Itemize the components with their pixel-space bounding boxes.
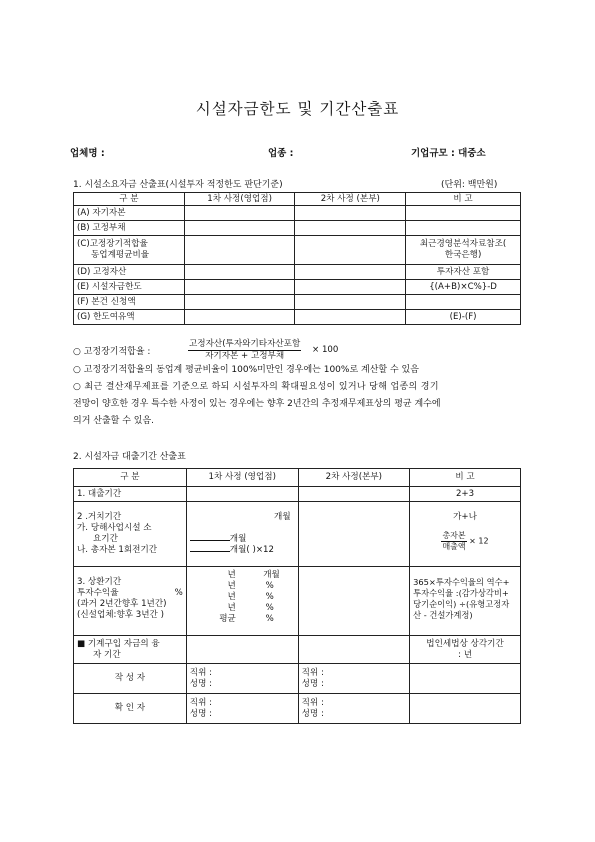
repay-label-3: (과거 2년간향후 1년간) [77,599,167,609]
note-cell [406,221,521,236]
position-field: 직위 : [189,667,213,678]
repay-line: 년 % [227,581,274,591]
note-line1: 최근경영분석자료참조( [419,239,507,249]
repay-label-4: (신설업체:향후 3년간 ) [77,610,164,620]
table-row-machine-purchase [74,636,521,664]
grace-fraction [413,531,517,552]
table-row [74,221,521,236]
section1-heading: 1. 시설소요자금 산출표(시설투자 적정한도 판단기준) [73,180,283,190]
name-field: 성명 : [301,708,324,719]
second-review-cell[interactable] [298,487,409,502]
row-label: (F) 본건 신청액 [74,295,185,310]
note-line: ○ 고정장기적합율의 동업계 평균비율이 100%미만인 경우에는 100%로 계산할 수 있음 [73,365,419,375]
note-cell: 2+3 [410,487,521,502]
repay-line: 평균 % [219,614,274,624]
table-row-grace-period [74,502,521,567]
note-cell: {(A+B)×C%}-D [406,280,521,295]
row-label: (D) 고정자산 [74,265,185,280]
second-review-cell[interactable] [295,206,406,221]
col-header: 구 분 [74,193,185,206]
note-line: 전망이 양호한 경우 특수한 사정이 있는 경우에는 향후 2년간의 추정재무제표상의 평균 계수에 [73,399,441,409]
formula-frac [188,339,301,362]
table-row [74,236,521,265]
first-review-cell[interactable] [184,236,295,265]
row-label [74,636,187,664]
second-review-cell[interactable] [295,236,406,265]
row-label: (E) 시설자금한도 [74,280,185,295]
first-review-cell[interactable] [184,310,295,325]
row-label: (A) 자기자본 [74,206,185,221]
second-review-cell[interactable] [295,221,406,236]
grace-label-2: 가. 당해사업시설 소 [77,523,152,533]
table-row-loan-period [74,487,521,502]
note-cell: 투자자산 포함 [406,265,521,280]
note-cell [406,236,521,265]
confirmer-note-cell [410,694,521,724]
unit-label: (단위: 백만원) [441,180,498,190]
table-header-row [74,193,521,206]
row-label: (G) 한도여유액 [74,310,185,325]
facility-fund-table [73,192,521,325]
writer-second-cell[interactable] [298,664,409,694]
table-row [74,265,521,280]
grace-unit: 개월 [274,512,291,522]
table-row-repayment [74,567,521,636]
grace-frac-num: 총자본 [442,531,466,540]
first-review-cell[interactable] [186,567,298,636]
second-review-cell[interactable] [295,280,406,295]
note-cell [406,295,521,310]
name-field: 성명 : [301,678,324,689]
company-size-label: 기업규모 : 대중소 [411,148,486,159]
page-title: 시설자금한도 및 기간산출표 [195,100,400,118]
second-review-cell[interactable] [298,636,409,664]
first-review-cell[interactable] [184,221,295,236]
company-name-label: 업체명 : [70,148,105,159]
position-field: 직위 : [301,697,324,708]
grace-label-1: 2 .거치기간 [77,512,122,522]
machine-note-2: : 년 [458,649,472,660]
table-row [74,280,521,295]
repay-note-3: 당기순이익) ÷(유형고정자 [413,599,510,609]
col-header: 1차 사정(영업점) [184,193,295,206]
repay-note-2: 투자수익율 :(감가상각비+ [413,588,509,598]
formula-denominator: 자기자본 + 고정부채 [205,351,285,361]
first-review-cell[interactable] [184,206,295,221]
second-review-cell[interactable] [298,567,409,636]
col-header: 2차 사정(본부) [298,469,409,487]
writer-label: 작 성 자 [74,664,187,694]
repay-note-1: 365×투자수익율의 역수+ [413,577,510,587]
name-field: 성명 : [189,678,213,689]
row-label [74,502,187,567]
note-cell: (E)-(F) [406,310,521,325]
machine-note-1: 법인세법상 상각기간 [426,638,504,649]
first-review-cell[interactable] [184,280,295,295]
confirmer-second-cell[interactable] [298,694,409,724]
col-header: 2차 사정 (본부) [295,193,406,206]
repay-line: 년 개월 [227,570,280,580]
first-review-cell[interactable] [184,295,295,310]
note-cell [406,206,521,221]
confirmer-label: 확 인 자 [74,694,187,724]
loan-period-table [73,468,521,724]
second-review-cell[interactable] [295,310,406,325]
industry-label: 업종 : [268,148,294,159]
grace-value-2: 개월( )×12 [190,545,295,556]
first-review-cell[interactable] [186,636,298,664]
row-label [74,567,187,636]
row-label-line2: 동업계평균비율 [91,250,150,260]
col-header: 구 분 [74,469,187,487]
section2-heading: 2. 시설자금 대출기간 산출표 [73,452,186,462]
repay-note-4: 산 - 건설가계정) [413,610,473,620]
grace-value-1: 개월 [190,534,295,545]
position-field: 직위 : [301,667,324,678]
table-row [74,310,521,325]
grace-frac-mult: × 12 [469,536,489,546]
writer-first-cell[interactable] [186,664,298,694]
grace-frac-den: 매출액 [442,542,466,551]
machine-label-2: 자 기간 [93,649,121,660]
col-header: 1차 사정 (영업점) [186,469,298,487]
grace-frac [441,531,466,552]
repay-label-1: 3. 상환기간 [77,577,122,587]
table-row-writer [74,664,521,694]
formula-multiplier: × 100 [312,345,339,355]
table-row [74,295,521,310]
row-label: 1. 대출기간 [74,487,187,502]
formula-numerator: 고정자산(투자와기타자산포함 [189,339,301,349]
row-label [74,236,185,265]
confirmer-first-cell[interactable] [186,694,298,724]
note-line2: 한국은행) [444,250,482,260]
repay-line: 년 % [227,603,274,613]
table-row-confirmer [74,694,521,724]
machine-label-1: ■ 기계구입 자금의 융 [77,638,160,649]
first-review-cell[interactable] [186,487,298,502]
position-field: 직위 : [189,697,213,708]
note-cell [410,502,521,567]
col-header: 비 고 [410,469,521,487]
col-header: 비 고 [406,193,521,206]
repay-label-2: 투자수익율 % [77,588,183,598]
row-label: (B) 고정부채 [74,221,185,236]
grace-label-4: 나. 총자본 1회전기간 [77,545,158,555]
note-cell [410,567,521,636]
second-review-cell[interactable] [295,295,406,310]
writer-note-cell [410,664,521,694]
table-header-row [74,469,521,487]
note-cell [410,636,521,664]
grace-label-3: 요기간 [93,534,118,544]
repay-line: 년 % [227,592,274,602]
formula-fraction [188,339,338,362]
grace-note-1: 가+나 [453,512,477,522]
row-label-line1: (C)고정장기적합율 [77,239,148,249]
first-review-cell[interactable] [184,265,295,280]
name-field: 성명 : [189,708,213,719]
note-line: ○ 최근 결산재무제표를 기준으로 하되 시설투자의 확대필요성이 있거나 당해 업종의 경기 [73,382,439,392]
second-review-cell[interactable] [295,265,406,280]
formula-label: ○ 고정장기적합율 : [73,347,151,357]
second-review-cell[interactable] [298,502,409,567]
table-row [74,206,521,221]
first-review-cell[interactable] [186,502,298,567]
note-line: 의거 산출할 수 있음. [73,416,154,426]
